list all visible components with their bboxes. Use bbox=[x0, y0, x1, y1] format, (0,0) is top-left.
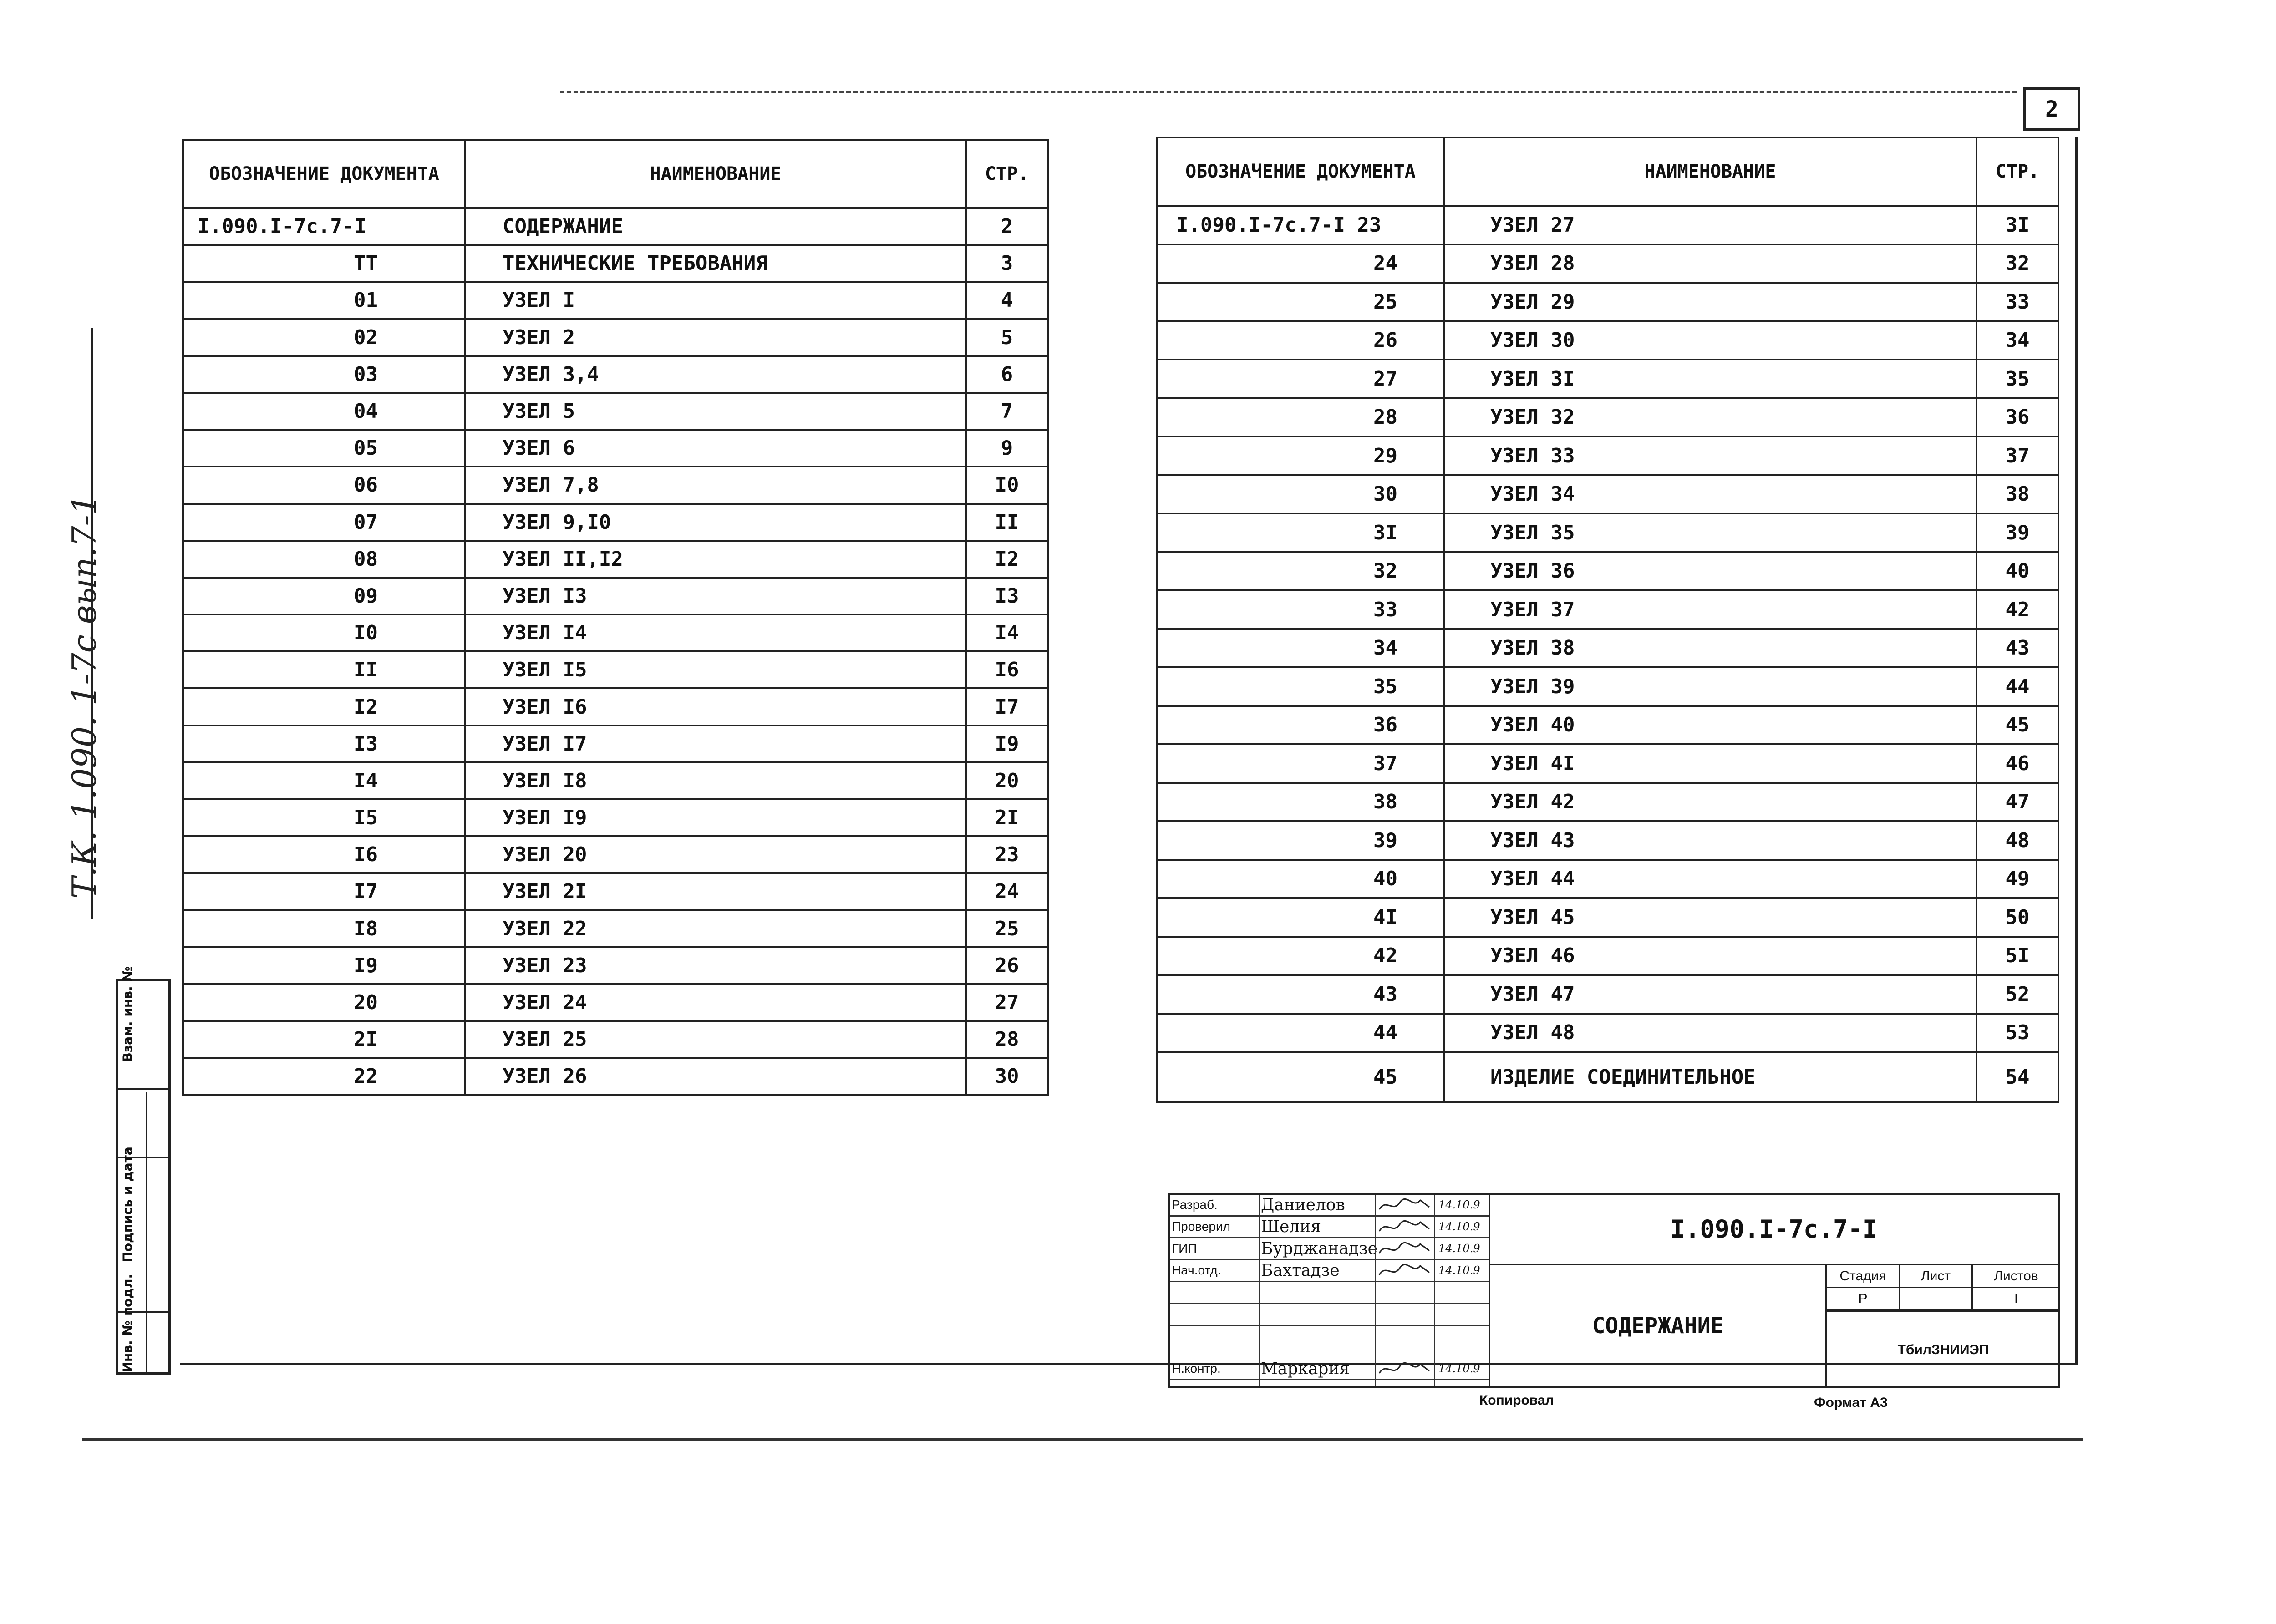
bottom-rule bbox=[82, 1438, 2083, 1441]
margin-label-replaced: Взам. инв. № bbox=[120, 966, 135, 1062]
row-page: 44 bbox=[1976, 667, 2058, 706]
row-page: I3 bbox=[966, 578, 1048, 614]
contents-table-right bbox=[1156, 137, 2059, 1103]
signature-icon bbox=[1377, 1360, 1432, 1378]
approver-name: Бахтадзе bbox=[1261, 1261, 1340, 1280]
row-page: 34 bbox=[1976, 321, 2058, 360]
row-code: 09 bbox=[183, 578, 465, 614]
row-code: ТТ bbox=[183, 245, 465, 282]
row-code: 45 bbox=[1157, 1052, 1444, 1102]
row-name: УЗЕЛ 45 bbox=[1444, 898, 1976, 937]
row-page: I2 bbox=[966, 541, 1048, 578]
header-code: ОБОЗНАЧЕНИЕ ДОКУМЕНТА bbox=[1157, 137, 1444, 206]
row-code: 25 bbox=[1157, 283, 1444, 321]
table-row bbox=[183, 984, 1048, 1021]
table-row bbox=[183, 726, 1048, 762]
approval-date: 14.10.9 bbox=[1438, 1198, 1480, 1211]
row-name: УЗЕЛ I7 bbox=[465, 726, 966, 762]
row-name: УЗЕЛ 2 bbox=[465, 319, 966, 356]
row-name: УЗЕЛ 3,4 bbox=[465, 356, 966, 393]
row-code: 44 bbox=[1157, 1014, 1444, 1052]
stage-header: Стадия bbox=[1827, 1265, 1900, 1288]
table-row bbox=[1157, 898, 2058, 937]
row-page: 50 bbox=[1976, 898, 2058, 937]
row-page: I6 bbox=[966, 651, 1048, 688]
row-page: I4 bbox=[966, 614, 1048, 651]
format-label: Формат А3 bbox=[1814, 1395, 1888, 1410]
row-name: УЗЕЛ I4 bbox=[465, 614, 966, 651]
page-number: 2 bbox=[2023, 87, 2080, 131]
row-page: 40 bbox=[1976, 552, 2058, 591]
row-code: 40 bbox=[1157, 860, 1444, 898]
table-row bbox=[183, 1058, 1048, 1095]
row-code: I8 bbox=[183, 910, 465, 947]
approval-date: 14.10.9 bbox=[1438, 1242, 1480, 1255]
row-page: 53 bbox=[1976, 1014, 2058, 1052]
approver-role: Н.контр. bbox=[1172, 1361, 1221, 1375]
signature-icon bbox=[1377, 1196, 1432, 1214]
table-row bbox=[1157, 706, 2058, 745]
table-row bbox=[183, 1021, 1048, 1058]
tb-divider bbox=[1259, 1195, 1260, 1386]
row-page: 27 bbox=[966, 984, 1048, 1021]
row-name: ИЗДЕЛИЕ СОЕДИНИТЕЛЬНОЕ bbox=[1444, 1052, 1976, 1102]
row-page: 26 bbox=[966, 947, 1048, 984]
row-code: 06 bbox=[183, 467, 465, 503]
row-name: УЗЕЛ II,I2 bbox=[465, 541, 966, 578]
row-name: УЗЕЛ 44 bbox=[1444, 860, 1976, 898]
row-page: 36 bbox=[1976, 398, 2058, 437]
row-code: 28 bbox=[1157, 398, 1444, 437]
row-name: УЗЕЛ 28 bbox=[1444, 244, 1976, 283]
title-block bbox=[1168, 1193, 2060, 1388]
header-name: НАИМЕНОВАНИЕ bbox=[465, 140, 966, 208]
approver-name: Даниелов bbox=[1261, 1196, 1345, 1214]
table-row bbox=[1157, 783, 2058, 822]
row-name: УЗЕЛ I5 bbox=[465, 651, 966, 688]
row-page: 3 bbox=[966, 245, 1048, 282]
row-name: УЗЕЛ 25 bbox=[465, 1021, 966, 1058]
copied-label: Копировал bbox=[1479, 1393, 1554, 1408]
approval-row bbox=[1170, 1304, 1489, 1326]
row-page: 5 bbox=[966, 319, 1048, 356]
row-code: 36 bbox=[1157, 706, 1444, 745]
table-row bbox=[1157, 475, 2058, 514]
row-page: II bbox=[966, 504, 1048, 541]
row-name: УЗЕЛ 32 bbox=[1444, 398, 1976, 437]
tb-divider bbox=[1434, 1195, 1435, 1386]
signature-icon bbox=[1377, 1218, 1432, 1236]
approval-date: 14.10.9 bbox=[1438, 1264, 1480, 1277]
organization: ТбилЗНИИЭП bbox=[1827, 1311, 2059, 1387]
handwritten-title-text: Т.К. 1.090. 1-7с вып.7-1 bbox=[65, 494, 103, 899]
row-name: УЗЕЛ I6 bbox=[465, 688, 966, 725]
table-row bbox=[183, 282, 1048, 319]
row-page: 5I bbox=[1976, 937, 2058, 975]
table-row bbox=[1157, 513, 2058, 552]
row-page: 45 bbox=[1976, 706, 2058, 745]
row-code: 27 bbox=[1157, 360, 1444, 398]
table-row bbox=[183, 541, 1048, 578]
sheets-value: I bbox=[1973, 1288, 2059, 1311]
row-code: 37 bbox=[1157, 744, 1444, 783]
row-name: УЗЕЛ I8 bbox=[465, 762, 966, 799]
row-name: ТЕХНИЧЕСКИЕ ТРЕБОВАНИЯ bbox=[465, 245, 966, 282]
stage-block bbox=[1825, 1265, 2058, 1386]
signature-icon bbox=[1377, 1261, 1432, 1279]
table-row bbox=[1157, 1052, 2058, 1102]
table-row bbox=[183, 208, 1048, 245]
sheets-header: Листов bbox=[1973, 1265, 2059, 1288]
document-code: I.090.I-7c.7-I bbox=[1489, 1195, 2058, 1265]
row-page: I0 bbox=[966, 467, 1048, 503]
top-border-line bbox=[560, 91, 2017, 93]
row-name: УЗЕЛ 43 bbox=[1444, 821, 1976, 860]
document-title: СОДЕРЖАНИЕ bbox=[1489, 1265, 1825, 1386]
approval-row bbox=[1170, 1260, 1489, 1282]
row-name: УЗЕЛ 33 bbox=[1444, 436, 1976, 475]
row-code: I6 bbox=[183, 836, 465, 873]
row-code: I5 bbox=[183, 799, 465, 836]
table-row bbox=[1157, 744, 2058, 783]
margin-label-inventory: Инв. № подл. bbox=[120, 1274, 135, 1372]
row-page: 49 bbox=[1976, 860, 2058, 898]
row-name: УЗЕЛ 29 bbox=[1444, 283, 1976, 321]
row-name: УЗЕЛ 7,8 bbox=[465, 467, 966, 503]
row-page: 39 bbox=[1976, 513, 2058, 552]
row-page: 43 bbox=[1976, 629, 2058, 668]
row-code: I.090.I-7c.7-I bbox=[183, 208, 465, 245]
table-row bbox=[1157, 860, 2058, 898]
row-name: УЗЕЛ 9,I0 bbox=[465, 504, 966, 541]
row-code: 34 bbox=[1157, 629, 1444, 668]
table-row bbox=[183, 319, 1048, 356]
row-page: 24 bbox=[966, 873, 1048, 910]
approver-name: Маркария bbox=[1261, 1360, 1350, 1378]
table-row bbox=[183, 467, 1048, 503]
row-name: УЗЕЛ 37 bbox=[1444, 590, 1976, 629]
table-row bbox=[1157, 937, 2058, 975]
row-code: II bbox=[183, 651, 465, 688]
row-name: СОДЕРЖАНИЕ bbox=[465, 208, 966, 245]
row-name: УЗЕЛ 26 bbox=[465, 1058, 966, 1095]
approval-row bbox=[1170, 1195, 1489, 1217]
row-name: УЗЕЛ I9 bbox=[465, 799, 966, 836]
row-name: УЗЕЛ 39 bbox=[1444, 667, 1976, 706]
row-code: 43 bbox=[1157, 975, 1444, 1014]
approval-row bbox=[1170, 1217, 1489, 1238]
table-row bbox=[1157, 244, 2058, 283]
approver-role: Проверил bbox=[1172, 1219, 1230, 1233]
row-page: 25 bbox=[966, 910, 1048, 947]
row-page: 48 bbox=[1976, 821, 2058, 860]
row-code: 01 bbox=[183, 282, 465, 319]
approver-role: ГИП bbox=[1172, 1241, 1197, 1255]
margin-stamp-column bbox=[146, 1092, 173, 1375]
row-page: 23 bbox=[966, 836, 1048, 873]
approver-name: Бурджанадзе bbox=[1261, 1239, 1377, 1258]
row-code: 03 bbox=[183, 356, 465, 393]
row-page: 46 bbox=[1976, 744, 2058, 783]
table-row bbox=[183, 356, 1048, 393]
table-row bbox=[183, 430, 1048, 467]
row-name: УЗЕЛ 20 bbox=[465, 836, 966, 873]
row-page: 2I bbox=[966, 799, 1048, 836]
table-row bbox=[183, 245, 1048, 282]
row-code: 33 bbox=[1157, 590, 1444, 629]
row-code: I7 bbox=[183, 873, 465, 910]
row-name: УЗЕЛ 22 bbox=[465, 910, 966, 947]
row-name: УЗЕЛ 4I bbox=[1444, 744, 1976, 783]
row-page: I7 bbox=[966, 688, 1048, 725]
row-page: 7 bbox=[966, 393, 1048, 430]
handwritten-title bbox=[55, 494, 114, 899]
row-code: 35 bbox=[1157, 667, 1444, 706]
row-code: I9 bbox=[183, 947, 465, 984]
table-row bbox=[1157, 975, 2058, 1014]
header-page: СТР. bbox=[966, 140, 1048, 208]
row-page: 42 bbox=[1976, 590, 2058, 629]
table-row bbox=[183, 762, 1048, 799]
row-page: 4 bbox=[966, 282, 1048, 319]
row-code: 3I bbox=[1157, 513, 1444, 552]
row-code: I4 bbox=[183, 762, 465, 799]
row-code: I0 bbox=[183, 614, 465, 651]
tb-divider bbox=[1375, 1195, 1376, 1386]
approval-date: 14.10.9 bbox=[1438, 1362, 1480, 1375]
table-header bbox=[1157, 137, 2058, 206]
table-row bbox=[1157, 552, 2058, 591]
row-code: 42 bbox=[1157, 937, 1444, 975]
row-name: УЗЕЛ 36 bbox=[1444, 552, 1976, 591]
table-row bbox=[1157, 821, 2058, 860]
row-page: 28 bbox=[966, 1021, 1048, 1058]
row-code: I3 bbox=[183, 726, 465, 762]
row-code: 07 bbox=[183, 504, 465, 541]
row-page: 9 bbox=[966, 430, 1048, 467]
table-row bbox=[1157, 590, 2058, 629]
table-row bbox=[1157, 206, 2058, 244]
stage-value: Р bbox=[1827, 1288, 1900, 1311]
table-row bbox=[183, 614, 1048, 651]
table-row bbox=[1157, 1014, 2058, 1052]
table-header bbox=[183, 140, 1048, 208]
table-row bbox=[183, 836, 1048, 873]
row-name: УЗЕЛ 47 bbox=[1444, 975, 1976, 1014]
row-page: 6 bbox=[966, 356, 1048, 393]
approval-date: 14.10.9 bbox=[1438, 1220, 1480, 1233]
row-name: УЗЕЛ 46 bbox=[1444, 937, 1976, 975]
header-page: СТР. bbox=[1976, 137, 2058, 206]
row-page: 33 bbox=[1976, 283, 2058, 321]
approver-role: Разраб. bbox=[1172, 1198, 1218, 1212]
approval-row bbox=[1170, 1359, 1489, 1380]
table-row bbox=[1157, 667, 2058, 706]
header-name: НАИМЕНОВАНИЕ bbox=[1444, 137, 1976, 206]
approval-row bbox=[1170, 1238, 1489, 1260]
row-page: I9 bbox=[966, 726, 1048, 762]
row-name: УЗЕЛ 27 bbox=[1444, 206, 1976, 244]
row-page: 20 bbox=[966, 762, 1048, 799]
row-code: 32 bbox=[1157, 552, 1444, 591]
row-name: УЗЕЛ I3 bbox=[465, 578, 966, 614]
row-page: 35 bbox=[1976, 360, 2058, 398]
table-row bbox=[1157, 360, 2058, 398]
table-row bbox=[1157, 629, 2058, 668]
row-name: УЗЕЛ 48 bbox=[1444, 1014, 1976, 1052]
row-name: УЗЕЛ 3I bbox=[1444, 360, 1976, 398]
approver-name: Шелия bbox=[1261, 1218, 1321, 1236]
row-code: 08 bbox=[183, 541, 465, 578]
row-page: 52 bbox=[1976, 975, 2058, 1014]
row-name: УЗЕЛ 35 bbox=[1444, 513, 1976, 552]
row-page: 37 bbox=[1976, 436, 2058, 475]
row-name: УЗЕЛ I bbox=[465, 282, 966, 319]
row-code: I.090.I-7c.7-I 23 bbox=[1157, 206, 1444, 244]
row-code: 26 bbox=[1157, 321, 1444, 360]
approver-role: Нач.отд. bbox=[1172, 1263, 1221, 1277]
row-code: 30 bbox=[1157, 475, 1444, 514]
row-name: УЗЕЛ 24 bbox=[465, 984, 966, 1021]
table-row bbox=[1157, 321, 2058, 360]
row-name: УЗЕЛ 38 bbox=[1444, 629, 1976, 668]
margin-label-signature: Подпись и дата bbox=[120, 1146, 135, 1262]
table-row bbox=[1157, 283, 2058, 321]
row-code: 20 bbox=[183, 984, 465, 1021]
row-code: 4I bbox=[1157, 898, 1444, 937]
table-row bbox=[183, 504, 1048, 541]
contents-table-left bbox=[182, 139, 1049, 1096]
row-code: 04 bbox=[183, 393, 465, 430]
row-code: 2I bbox=[183, 1021, 465, 1058]
approval-row bbox=[1170, 1282, 1489, 1304]
sheet-header: Лист bbox=[1900, 1265, 1973, 1288]
table-row bbox=[1157, 398, 2058, 437]
row-code: 29 bbox=[1157, 436, 1444, 475]
row-code: 39 bbox=[1157, 821, 1444, 860]
header-code: ОБОЗНАЧЕНИЕ ДОКУМЕНТА bbox=[183, 140, 465, 208]
row-code: 05 bbox=[183, 430, 465, 467]
table-row bbox=[183, 799, 1048, 836]
row-page: 38 bbox=[1976, 475, 2058, 514]
sheet-value bbox=[1900, 1288, 1973, 1311]
margin-cell-replaced bbox=[118, 966, 168, 1090]
table-row bbox=[1157, 436, 2058, 475]
row-name: УЗЕЛ 40 bbox=[1444, 706, 1976, 745]
row-name: УЗЕЛ 2I bbox=[465, 873, 966, 910]
row-page: 30 bbox=[966, 1058, 1048, 1095]
row-code: I2 bbox=[183, 688, 465, 725]
row-page: 47 bbox=[1976, 783, 2058, 822]
row-name: УЗЕЛ 42 bbox=[1444, 783, 1976, 822]
row-name: УЗЕЛ 23 bbox=[465, 947, 966, 984]
table-row bbox=[183, 393, 1048, 430]
table-row bbox=[183, 910, 1048, 947]
row-name: УЗЕЛ 30 bbox=[1444, 321, 1976, 360]
row-page: 32 bbox=[1976, 244, 2058, 283]
table-row bbox=[183, 947, 1048, 984]
row-name: УЗЕЛ 34 bbox=[1444, 475, 1976, 514]
row-code: 24 bbox=[1157, 244, 1444, 283]
table-row bbox=[183, 688, 1048, 725]
approval-list bbox=[1170, 1195, 1489, 1386]
table-row bbox=[183, 578, 1048, 614]
row-name: УЗЕЛ 5 bbox=[465, 393, 966, 430]
row-page: 2 bbox=[966, 208, 1048, 245]
row-code: 38 bbox=[1157, 783, 1444, 822]
row-page: 3I bbox=[1976, 206, 2058, 244]
row-code: 02 bbox=[183, 319, 465, 356]
row-code: 22 bbox=[183, 1058, 465, 1095]
row-page: 54 bbox=[1976, 1052, 2058, 1102]
table-row bbox=[183, 651, 1048, 688]
row-name: УЗЕЛ 6 bbox=[465, 430, 966, 467]
table-row bbox=[183, 873, 1048, 910]
signature-icon bbox=[1377, 1239, 1432, 1258]
